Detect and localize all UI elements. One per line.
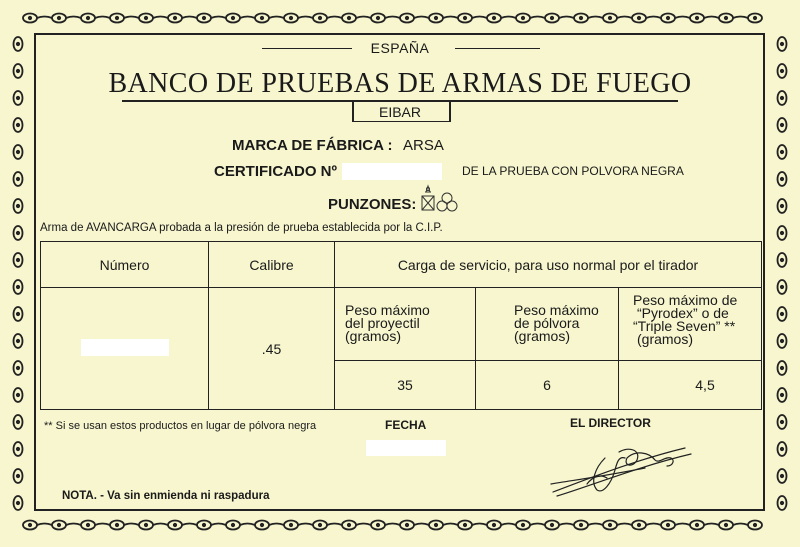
certificate-label: CERTIFICADO Nº [214,163,337,180]
header-city: EIBAR [378,104,421,120]
footnote-text: ** Si se usan estos productos en lugar de pólvora negra [44,420,317,432]
sub-pyrodex-line: “Triple Seven” ** [633,318,736,334]
certificate-number-redaction [342,163,442,180]
sub-pyrodex-line: Peso máximo de [633,292,738,308]
brand-value: ARSA [403,137,444,154]
caliber-cell: .45 [209,288,335,410]
header-country: ESPAÑA [370,40,430,56]
certificate-suffix: DE LA PRUEBA CON POLVORA NEGRA [462,164,684,178]
number-redaction [81,339,169,356]
number-cell [41,288,209,410]
sub-powder-line: (gramos) [514,328,571,344]
sub-projectile-line: del proyectil [345,315,420,331]
city-bracket-bottom [352,121,450,122]
title-underline [122,100,678,102]
col-load-header: Carga de servicio, para uso normal por el tirador [335,242,762,288]
sub-projectile-line: Peso máximo [345,302,430,318]
brand-row [232,137,444,155]
powder-value: 6 [476,361,619,410]
sub-powder-line: Peso máximo [514,302,599,318]
note-text: NOTA. - Va sin enmienda ni raspadura [62,490,270,502]
sub-projectile-header [335,288,476,361]
sub-powder-header [476,288,619,361]
director-signature [545,440,695,502]
director-label: EL DIRECTOR [570,416,651,430]
sub-pyrodex-header [619,288,762,361]
statement-text: Arma de AVANCARGA probada a la presión de prueba establecida por la C.I.P. [40,222,443,234]
proof-marks-icon [420,184,466,216]
marks-label: PUNZONES: [328,196,417,213]
col-caliber-header: Calibre [209,242,335,288]
date-redaction [366,440,446,456]
col-number-header: Número [41,242,209,288]
brand-label: MARCA DE FÁBRICA : [232,137,393,154]
sub-projectile-line: (gramos) [345,328,402,344]
date-label: FECHA [385,418,427,432]
main-title: BANCO DE PRUEBAS DE ARMAS DE FUEGO [108,68,692,99]
load-table [40,241,762,410]
sub-powder-line: de pólvora [514,315,580,331]
pyrodex-value: 4,5 [619,361,762,410]
header-rule-right [455,48,540,49]
sub-pyrodex-line: (gramos) [637,331,694,347]
projectile-value: 35 [335,361,476,410]
sub-pyrodex-line: “Pyrodex” o de [637,305,729,321]
